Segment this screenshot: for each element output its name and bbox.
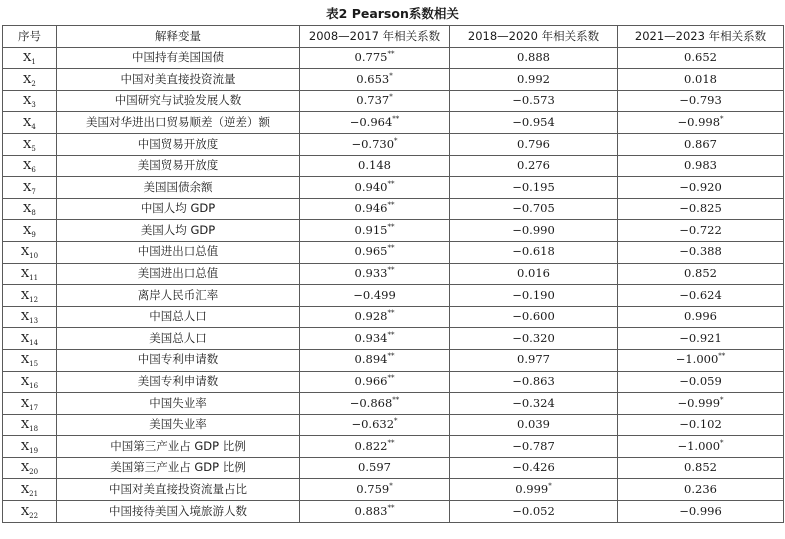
- coef-2018-2020-value: −0.573: [512, 93, 555, 108]
- coef-2021-2023-value: −0.999: [677, 395, 721, 410]
- table-row: [3, 241, 784, 263]
- coef-2018-2020: [450, 241, 618, 263]
- row-variable: 中国持有美国国债: [57, 47, 300, 69]
- coef-2018-2020-value: 0.999: [515, 482, 549, 497]
- table-row: [3, 69, 784, 91]
- coef-2008-2017-significance: **: [387, 330, 395, 339]
- row-id-subscript: 15: [29, 360, 39, 369]
- row-id-base: X: [20, 266, 30, 281]
- row-id-base: X: [23, 222, 32, 237]
- coef-2018-2020: [450, 414, 618, 436]
- coef-2018-2020-value: −0.320: [512, 330, 555, 345]
- coef-2008-2017: [300, 457, 450, 479]
- coef-2008-2017-value: −0.868: [349, 395, 393, 410]
- row-id: [3, 69, 57, 91]
- row-id-base: X: [23, 114, 32, 129]
- table-row: [3, 285, 784, 307]
- header-2018-2020: 2018—2020 年相关系数: [450, 26, 618, 48]
- row-id-base: X: [20, 287, 30, 302]
- row-id-base: X: [20, 352, 30, 367]
- coef-2021-2023: [618, 47, 784, 69]
- row-id-subscript: 6: [31, 166, 36, 175]
- row-id-base: X: [20, 438, 30, 453]
- coef-2018-2020-value: −0.705: [512, 201, 555, 216]
- row-id-base: X: [23, 179, 32, 194]
- header-2021-2023: 2021—2023 年相关系数: [618, 26, 784, 48]
- coef-2008-2017-significance: *: [389, 93, 393, 102]
- coef-2021-2023-value: 0.867: [684, 136, 717, 151]
- row-variable: 美国贸易开放度: [57, 155, 300, 177]
- row-id-base: X: [20, 244, 30, 259]
- coef-2018-2020-significance: *: [548, 482, 552, 491]
- coef-2021-2023-value: −0.996: [679, 503, 722, 518]
- coef-2018-2020-value: −0.863: [512, 374, 555, 389]
- row-id-base: X: [20, 482, 30, 497]
- coef-2008-2017: [300, 393, 450, 415]
- coef-2021-2023-value: −0.825: [679, 201, 722, 216]
- row-variable: 美国进出口总值: [57, 263, 300, 285]
- coef-2008-2017-value: −0.730: [351, 136, 395, 151]
- coef-2018-2020: [450, 155, 618, 177]
- coef-2021-2023: [618, 155, 784, 177]
- row-id: [3, 414, 57, 436]
- row-id-subscript: 14: [29, 338, 39, 347]
- row-variable: 中国人均 GDP: [57, 198, 300, 220]
- coef-2021-2023-value: −0.921: [679, 330, 722, 345]
- table-row: [3, 479, 784, 501]
- coef-2021-2023-value: −1.000: [677, 438, 721, 453]
- table-row: [3, 198, 784, 220]
- coef-2008-2017: [300, 436, 450, 458]
- row-id-base: X: [20, 374, 30, 389]
- coef-2018-2020-value: −0.190: [512, 287, 555, 302]
- coef-2021-2023: [618, 177, 784, 199]
- coef-2018-2020-value: −0.954: [512, 114, 555, 129]
- row-variable: 中国接待美国入境旅游人数: [57, 501, 300, 523]
- row-id-subscript: 3: [31, 101, 36, 110]
- coef-2018-2020-value: 0.276: [517, 158, 550, 173]
- coef-2008-2017-significance: *: [394, 417, 398, 426]
- row-variable: 美国失业率: [57, 414, 300, 436]
- coef-2018-2020: [450, 306, 618, 328]
- row-id-base: X: [23, 158, 32, 173]
- row-id-base: X: [23, 93, 32, 108]
- coef-2008-2017-value: 0.928: [354, 309, 388, 324]
- coef-2021-2023-value: −0.102: [679, 417, 722, 432]
- row-id: [3, 328, 57, 350]
- coef-2021-2023-value: −0.624: [679, 287, 722, 302]
- row-variable: 中国专利申请数: [57, 349, 300, 371]
- row-id: [3, 133, 57, 155]
- row-id: [3, 501, 57, 523]
- coef-2018-2020-value: 0.977: [517, 352, 550, 367]
- coef-2021-2023-value: −0.998: [677, 114, 721, 129]
- row-id-subscript: 16: [29, 382, 39, 391]
- row-variable: 美国对华进出口贸易顺差（逆差）额: [57, 112, 300, 134]
- row-id-subscript: 22: [29, 511, 39, 520]
- row-id-subscript: 2: [31, 79, 36, 88]
- coef-2021-2023: [618, 328, 784, 350]
- coef-2008-2017-significance: **: [387, 438, 395, 447]
- coef-2021-2023-value: −0.722: [679, 222, 722, 237]
- row-id-base: X: [23, 50, 32, 65]
- coef-2008-2017-significance: **: [387, 309, 395, 318]
- row-variable: 美国人均 GDP: [57, 220, 300, 242]
- row-id-subscript: 4: [31, 122, 36, 131]
- coef-2021-2023: [618, 501, 784, 523]
- coef-2018-2020: [450, 47, 618, 69]
- coef-2008-2017-significance: *: [394, 136, 398, 145]
- coef-2021-2023-value: −0.920: [679, 179, 722, 194]
- coef-2008-2017-value: −0.632: [351, 417, 395, 432]
- coef-2008-2017-value: 0.883: [354, 503, 388, 518]
- row-id-subscript: 5: [31, 144, 36, 153]
- coef-2018-2020: [450, 436, 618, 458]
- coef-2018-2020-value: −0.787: [512, 438, 555, 453]
- coef-2018-2020: [450, 263, 618, 285]
- coef-2018-2020-value: −0.990: [512, 222, 555, 237]
- row-id-subscript: 20: [29, 468, 39, 477]
- coef-2021-2023: [618, 198, 784, 220]
- pearson-table: [2, 25, 784, 523]
- coef-2008-2017-value: 0.933: [354, 266, 388, 281]
- coef-2021-2023-value: −0.059: [679, 374, 722, 389]
- row-id-base: X: [20, 395, 30, 410]
- coef-2008-2017-value: 0.653: [356, 71, 390, 86]
- row-id-base: X: [20, 503, 30, 518]
- coef-2018-2020-value: 0.039: [517, 417, 550, 432]
- row-id-base: X: [23, 71, 32, 86]
- coef-2008-2017-value: 0.946: [354, 201, 388, 216]
- coef-2008-2017: [300, 349, 450, 371]
- coef-2018-2020-value: −0.052: [512, 503, 555, 518]
- coef-2021-2023-significance: **: [718, 352, 726, 361]
- table-row: [3, 90, 784, 112]
- coef-2008-2017: [300, 133, 450, 155]
- coef-2008-2017: [300, 220, 450, 242]
- coef-2021-2023: [618, 241, 784, 263]
- table-row: [3, 393, 784, 415]
- row-variable: 中国研究与试验发展人数: [57, 90, 300, 112]
- coef-2021-2023: [618, 263, 784, 285]
- table-row: [3, 263, 784, 285]
- coef-2021-2023: [618, 393, 784, 415]
- coef-2008-2017: [300, 155, 450, 177]
- table-title: 表2 Pearson系数相关: [326, 6, 459, 21]
- coef-2018-2020-value: −0.426: [512, 460, 555, 475]
- coef-2008-2017-significance: **: [387, 266, 395, 275]
- row-id-subscript: 18: [29, 425, 39, 434]
- table-row: [3, 177, 784, 199]
- table-row: [3, 328, 784, 350]
- coef-2021-2023: [618, 90, 784, 112]
- coef-2018-2020: [450, 328, 618, 350]
- coef-2021-2023: [618, 479, 784, 501]
- row-variable: 中国第三产业占 GDP 比例: [57, 436, 300, 458]
- coef-2018-2020-value: −0.618: [512, 244, 555, 259]
- row-id: [3, 177, 57, 199]
- row-id-base: X: [20, 309, 30, 324]
- row-id-subscript: 17: [29, 403, 39, 412]
- coef-2021-2023: [618, 69, 784, 91]
- coef-2018-2020: [450, 285, 618, 307]
- coef-2008-2017: [300, 328, 450, 350]
- row-variable: 美国专利申请数: [57, 371, 300, 393]
- coef-2018-2020: [450, 177, 618, 199]
- coef-2018-2020: [450, 393, 618, 415]
- coef-2008-2017: [300, 306, 450, 328]
- coef-2008-2017-value: 0.966: [354, 374, 388, 389]
- coef-2008-2017-significance: **: [387, 244, 395, 253]
- header-variable: 解释变量: [57, 26, 300, 48]
- header-id: 序号: [3, 26, 57, 48]
- coef-2008-2017-value: −0.499: [353, 287, 396, 302]
- coef-2021-2023: [618, 371, 784, 393]
- coef-2021-2023: [618, 306, 784, 328]
- coef-2021-2023-significance: *: [720, 438, 724, 447]
- row-id: [3, 393, 57, 415]
- table-row: [3, 155, 784, 177]
- coef-2008-2017-value: 0.597: [358, 460, 391, 475]
- coef-2021-2023: [618, 349, 784, 371]
- coef-2008-2017-significance: **: [387, 503, 395, 512]
- coef-2018-2020-value: 0.016: [517, 266, 550, 281]
- coef-2018-2020: [450, 349, 618, 371]
- coef-2008-2017-value: 0.965: [354, 244, 388, 259]
- coef-2021-2023-value: −0.793: [679, 93, 722, 108]
- coef-2018-2020: [450, 457, 618, 479]
- coef-2008-2017-significance: *: [389, 71, 393, 80]
- coef-2018-2020-value: −0.195: [512, 179, 555, 194]
- row-id: [3, 47, 57, 69]
- coef-2018-2020: [450, 220, 618, 242]
- row-variable: 美国国债余额: [57, 177, 300, 199]
- table-row: [3, 457, 784, 479]
- coef-2018-2020: [450, 198, 618, 220]
- table-row: [3, 220, 784, 242]
- coef-2008-2017: [300, 90, 450, 112]
- row-variable: 中国对美直接投资流量: [57, 69, 300, 91]
- row-id: [3, 436, 57, 458]
- table-row: [3, 501, 784, 523]
- coef-2008-2017: [300, 198, 450, 220]
- coef-2008-2017: [300, 371, 450, 393]
- table-row: [3, 112, 784, 134]
- coef-2008-2017-value: 0.759: [356, 482, 390, 497]
- coef-2018-2020-value: 0.796: [517, 136, 550, 151]
- coef-2021-2023: [618, 112, 784, 134]
- coef-2018-2020-value: −0.600: [512, 309, 555, 324]
- row-id: [3, 155, 57, 177]
- coef-2018-2020-value: −0.324: [512, 395, 555, 410]
- table-row: [3, 349, 784, 371]
- row-id-subscript: 11: [29, 274, 39, 283]
- row-variable: 离岸人民币汇率: [57, 285, 300, 307]
- coef-2021-2023-value: 0.852: [684, 460, 717, 475]
- header-row: [3, 26, 784, 48]
- row-id-subscript: 7: [31, 187, 36, 196]
- coef-2021-2023: [618, 414, 784, 436]
- coef-2008-2017-significance: **: [387, 374, 395, 383]
- coef-2021-2023-significance: *: [720, 114, 724, 123]
- row-id: [3, 112, 57, 134]
- row-id: [3, 371, 57, 393]
- row-id-subscript: 8: [31, 209, 36, 218]
- coef-2008-2017: [300, 241, 450, 263]
- coef-2008-2017-significance: **: [387, 201, 395, 210]
- coef-2008-2017-significance: **: [387, 352, 395, 361]
- coef-2018-2020: [450, 479, 618, 501]
- row-id-subscript: 10: [29, 252, 39, 261]
- coef-2018-2020-value: 0.992: [517, 71, 550, 86]
- coef-2008-2017-significance: **: [392, 395, 400, 404]
- row-id: [3, 479, 57, 501]
- coef-2008-2017-value: −0.964: [349, 114, 393, 129]
- row-variable: 美国总人口: [57, 328, 300, 350]
- row-id: [3, 241, 57, 263]
- coef-2018-2020: [450, 501, 618, 523]
- row-id-base: X: [20, 460, 30, 475]
- row-id-subscript: 9: [31, 230, 36, 239]
- table-row: [3, 47, 784, 69]
- row-id-base: X: [23, 136, 32, 151]
- coef-2008-2017: [300, 112, 450, 134]
- row-id-subscript: 19: [29, 446, 39, 455]
- coef-2018-2020: [450, 69, 618, 91]
- coef-2021-2023: [618, 457, 784, 479]
- coef-2008-2017: [300, 501, 450, 523]
- coef-2008-2017-value: 0.148: [358, 158, 391, 173]
- coef-2008-2017-value: 0.894: [354, 352, 388, 367]
- coef-2008-2017-significance: **: [387, 50, 395, 59]
- coef-2008-2017-value: 0.940: [354, 179, 388, 194]
- coef-2008-2017-significance: *: [389, 482, 393, 491]
- coef-2021-2023-value: −1.000: [675, 352, 719, 367]
- row-id: [3, 306, 57, 328]
- coef-2008-2017-value: 0.737: [356, 93, 390, 108]
- row-id-base: X: [20, 417, 30, 432]
- coef-2021-2023: [618, 285, 784, 307]
- coef-2021-2023-value: 0.852: [684, 266, 717, 281]
- table-row: [3, 371, 784, 393]
- coef-2021-2023: [618, 436, 784, 458]
- row-id-base: X: [20, 330, 30, 345]
- coef-2008-2017: [300, 69, 450, 91]
- row-id-base: X: [23, 201, 32, 216]
- row-variable: 中国对美直接投资流量占比: [57, 479, 300, 501]
- table-row: [3, 436, 784, 458]
- coef-2008-2017: [300, 177, 450, 199]
- coef-2008-2017: [300, 263, 450, 285]
- row-id: [3, 220, 57, 242]
- coef-2008-2017-significance: **: [387, 222, 395, 231]
- coef-2008-2017-value: 0.775: [354, 50, 388, 65]
- row-variable: 中国进出口总值: [57, 241, 300, 263]
- coef-2021-2023-value: −0.388: [679, 244, 722, 259]
- row-variable: 美国第三产业占 GDP 比例: [57, 457, 300, 479]
- row-id: [3, 198, 57, 220]
- coef-2008-2017: [300, 47, 450, 69]
- coef-2008-2017: [300, 285, 450, 307]
- coef-2021-2023-value: 0.652: [684, 50, 717, 65]
- coef-2021-2023-value: 0.018: [684, 71, 717, 86]
- coef-2021-2023-value: 0.996: [684, 309, 717, 324]
- header-2008-2017: 2008—2017 年相关系数: [300, 26, 450, 48]
- row-id-subscript: 21: [29, 490, 39, 499]
- row-id-subscript: 1: [31, 58, 36, 67]
- coef-2008-2017-value: 0.822: [354, 438, 388, 453]
- coef-2021-2023: [618, 220, 784, 242]
- row-id-subscript: 12: [29, 295, 39, 304]
- row-variable: 中国失业率: [57, 393, 300, 415]
- table-row: [3, 306, 784, 328]
- coef-2018-2020: [450, 112, 618, 134]
- coef-2008-2017: [300, 479, 450, 501]
- coef-2021-2023-significance: *: [720, 395, 724, 404]
- row-id-subscript: 13: [29, 317, 39, 326]
- coef-2018-2020: [450, 133, 618, 155]
- coef-2021-2023: [618, 133, 784, 155]
- row-id: [3, 285, 57, 307]
- row-id: [3, 457, 57, 479]
- table-row: [3, 133, 784, 155]
- coef-2008-2017: [300, 414, 450, 436]
- coef-2018-2020: [450, 371, 618, 393]
- row-id: [3, 90, 57, 112]
- coef-2018-2020-value: 0.888: [517, 50, 550, 65]
- row-id: [3, 263, 57, 285]
- coef-2008-2017-value: 0.915: [354, 222, 388, 237]
- table-row: [3, 414, 784, 436]
- coef-2008-2017-value: 0.934: [354, 330, 388, 345]
- coef-2021-2023-value: 0.983: [684, 158, 717, 173]
- coef-2008-2017-significance: **: [387, 179, 395, 188]
- coef-2018-2020: [450, 90, 618, 112]
- row-id: [3, 349, 57, 371]
- coef-2008-2017-significance: **: [392, 114, 400, 123]
- row-variable: 中国贸易开放度: [57, 133, 300, 155]
- coef-2021-2023-value: 0.236: [684, 482, 717, 497]
- row-variable: 中国总人口: [57, 306, 300, 328]
